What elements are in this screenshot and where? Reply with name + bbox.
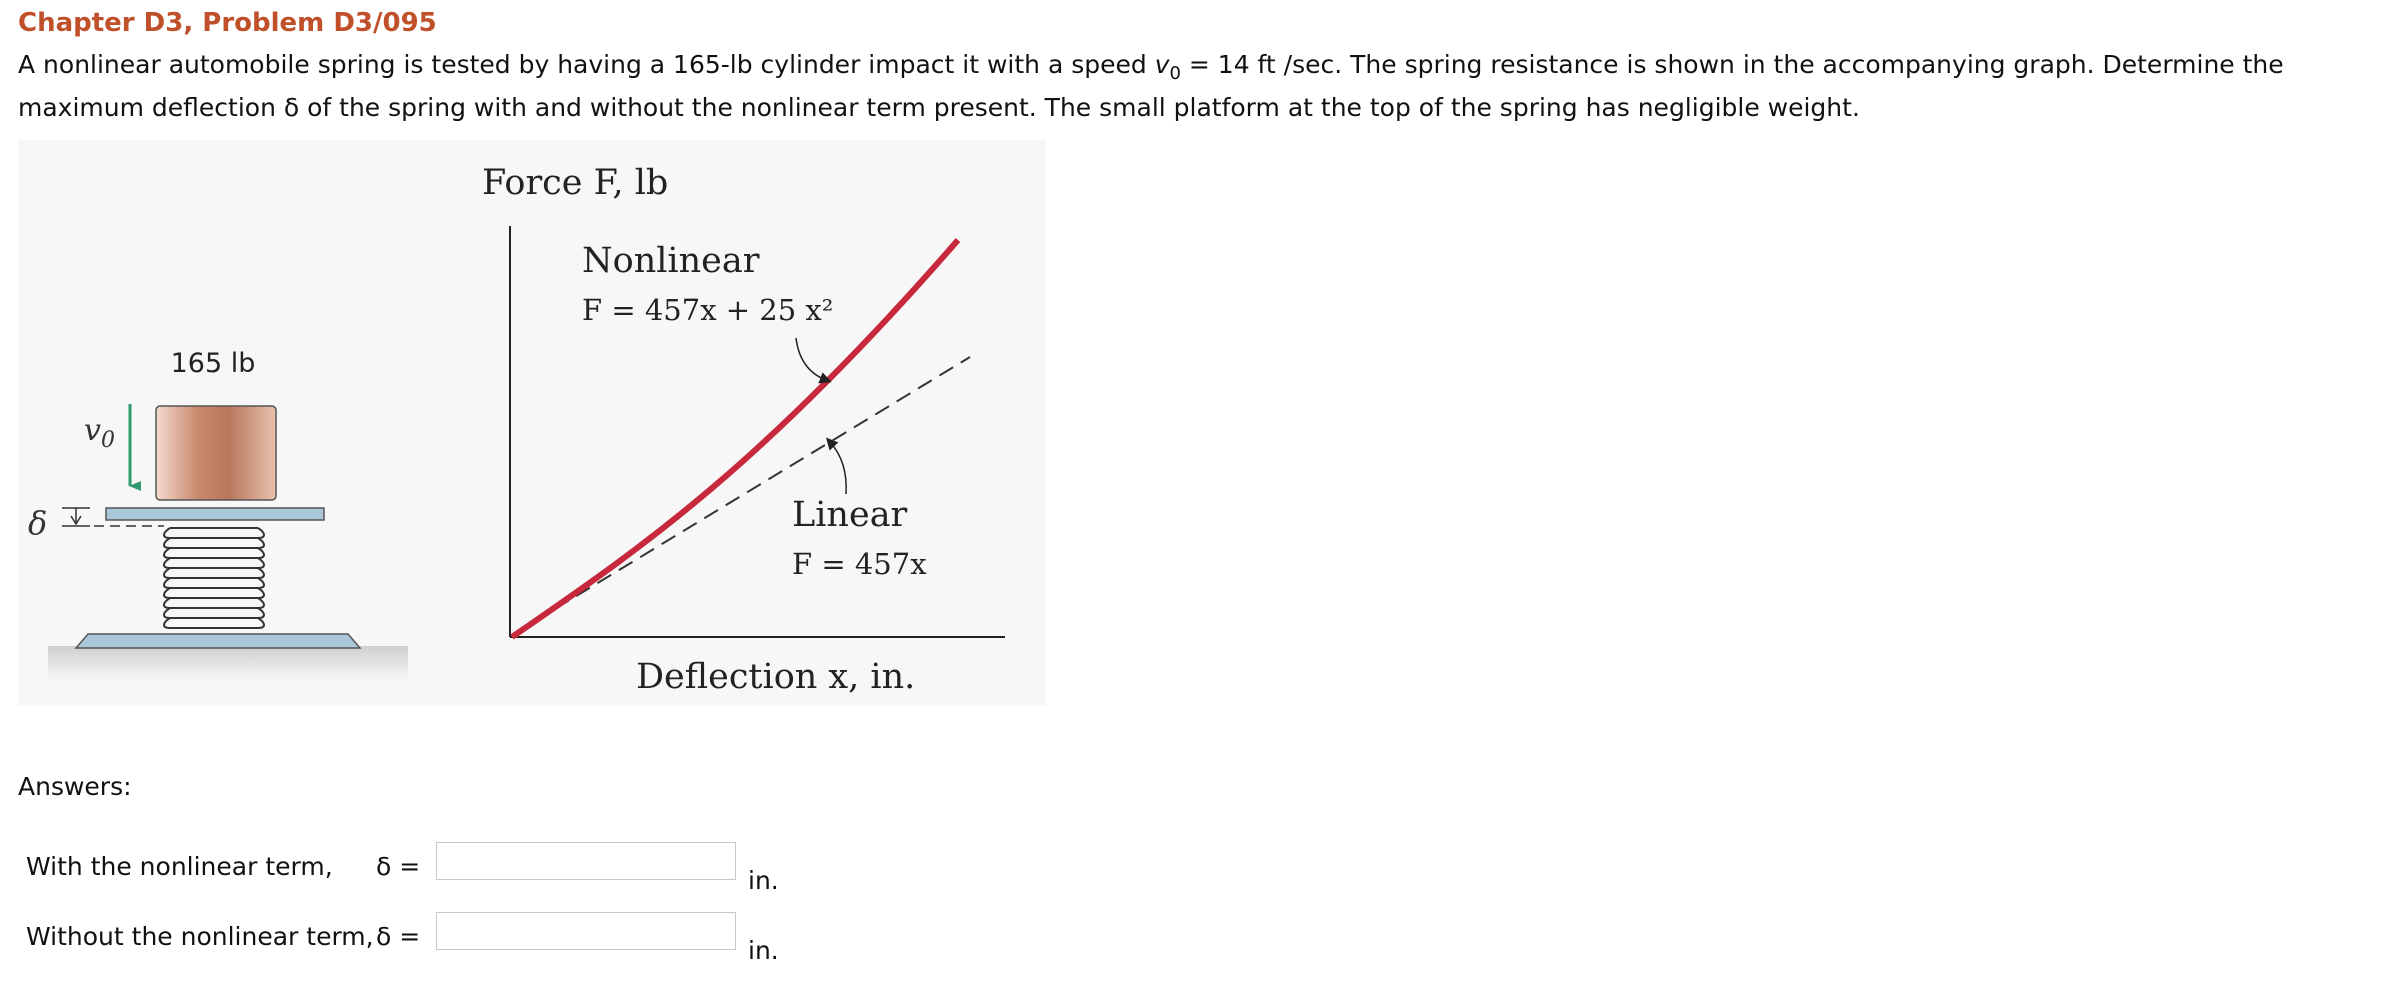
answer-symbol-nonlinear: δ = xyxy=(376,852,421,881)
problem-statement xyxy=(18,48,2358,125)
y-axis-label: Force F, lb xyxy=(482,163,669,203)
nonlinear-title: Nonlinear xyxy=(582,241,760,281)
spring-apparatus xyxy=(28,348,408,680)
velocity-label: $v_0$ xyxy=(84,413,115,453)
answer-unit-linear: in. xyxy=(748,936,779,965)
answers-heading: Answers: xyxy=(18,772,132,801)
figure-svg xyxy=(18,140,1046,706)
linear-equation: F = 457x xyxy=(792,547,927,581)
force-deflection-graph xyxy=(482,163,1005,697)
velocity-symbol: $v_0$ xyxy=(1154,50,1181,84)
delta-label: δ xyxy=(28,504,48,542)
problem-figure xyxy=(18,140,1046,706)
answer-label-nonlinear: With the nonlinear term, xyxy=(26,852,333,881)
weight-label: 165 lb xyxy=(170,348,256,379)
answer-label-linear: Without the nonlinear term, xyxy=(26,922,374,951)
nonlinear-pointer xyxy=(796,338,826,380)
problem-title: Chapter D3, Problem D3/095 xyxy=(18,8,437,38)
problem-text-part2: = 14 ft /sec. The spring resistance is shown in the accompanying graph. Determine the maximum deflection δ of the spring with and without the nonlinear term present. The small platform at the top of the spring has negligible weight. xyxy=(18,50,2284,122)
linear-pointer xyxy=(830,442,846,494)
x-axis-label: Deflection x, in. xyxy=(636,657,916,697)
linear-title: Linear xyxy=(792,495,908,535)
spring-platform xyxy=(106,508,324,520)
cylinder xyxy=(156,406,276,500)
problem-text-part1: A nonlinear automobile spring is tested by having a 165-lb cylinder impact it with a speed xyxy=(18,50,1155,79)
delta-nonlinear-input[interactable] xyxy=(436,842,736,880)
delta-linear-input[interactable] xyxy=(436,912,736,950)
base-plate xyxy=(76,634,360,648)
answer-unit-nonlinear: in. xyxy=(748,866,779,895)
nonlinear-equation: F = 457x + 25 x² xyxy=(582,293,834,327)
ground xyxy=(48,646,408,680)
answer-symbol-linear: δ = xyxy=(376,922,421,951)
spring-coil xyxy=(164,528,264,628)
